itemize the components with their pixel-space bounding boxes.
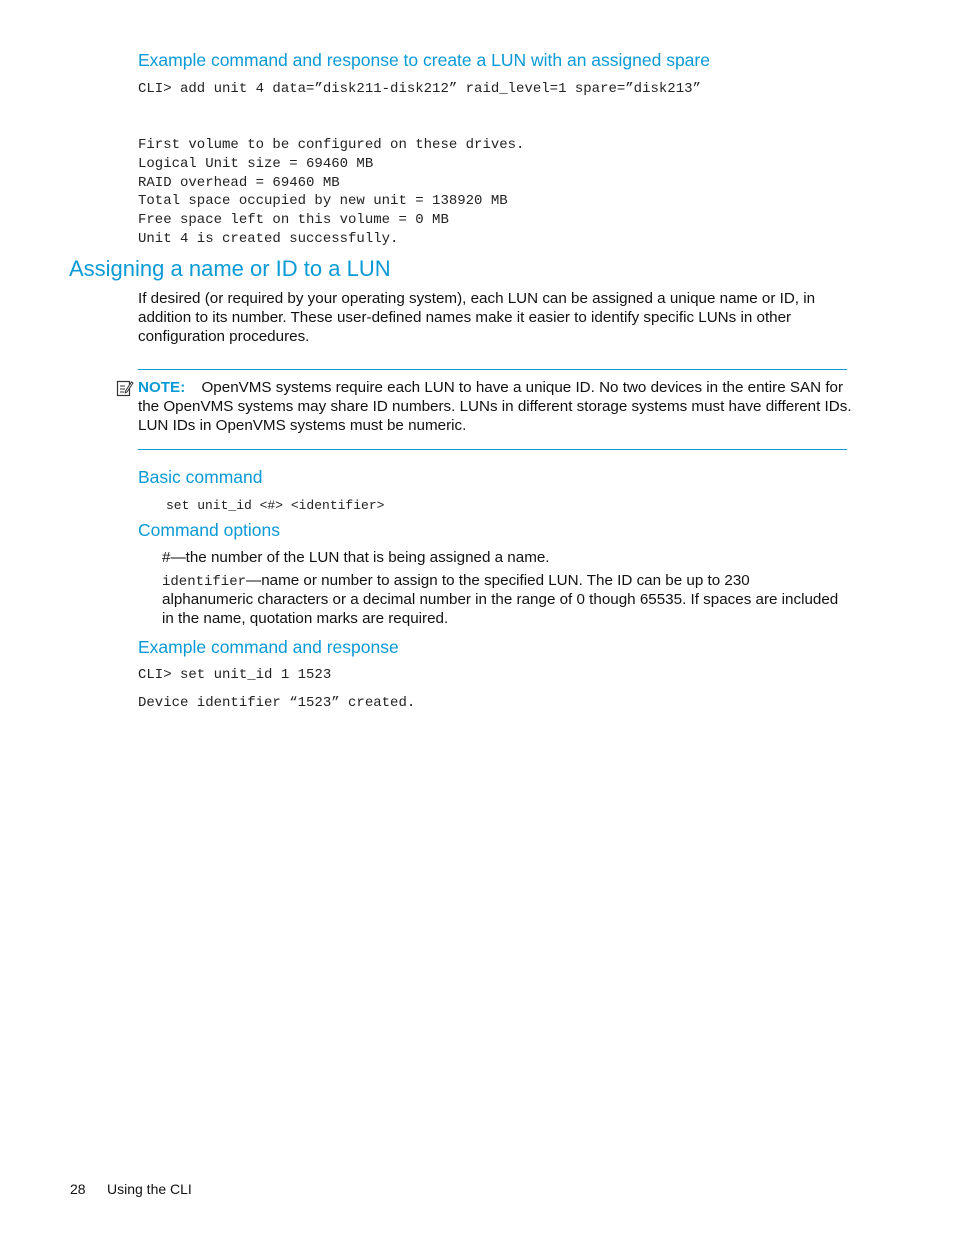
option-identifier-line-2: alphanumeric characters or a decimal number in the range of 0 though 65535. If spaces are included <box>162 591 839 608</box>
option-identifier-text-1: —name or number to assign to the specified LUN. The ID can be up to 230 <box>246 572 750 589</box>
note-line-1 <box>138 378 843 397</box>
note-bottom-rule <box>138 449 847 450</box>
example-response: Device identifier “1523” created. <box>138 695 416 711</box>
option-identifier-code: identifier <box>162 574 247 590</box>
note-line-3: LUN IDs in OpenVMS systems must be numeric. <box>138 417 467 434</box>
example-heading: Example command and response <box>138 637 399 657</box>
note-icon <box>116 379 134 402</box>
cli-command-add-unit: CLI> add unit 4 data=”disk211-disk212” raid_level=1 spare=”disk213” <box>138 81 701 97</box>
basic-command-heading: Basic command <box>138 467 263 487</box>
page-number: 28 <box>70 1181 86 1197</box>
chapter-title: Using the CLI <box>107 1181 192 1197</box>
intro-line-2: addition to its number. These user-defined names make it easier to identify specific LUNs in other <box>138 309 792 326</box>
response-line-1: First volume to be configured on these drives. <box>138 137 525 153</box>
section-title: Assigning a name or ID to a LUN <box>69 256 391 281</box>
example-command: CLI> set unit_id 1 1523 <box>138 667 332 683</box>
note-label: NOTE: <box>138 379 186 396</box>
command-options-heading: Command options <box>138 520 281 540</box>
basic-command-syntax: set unit_id <#> <identifier> <box>166 498 385 513</box>
response-line-5: Free space left on this volume = 0 MB <box>138 212 449 228</box>
response-line-6: Unit 4 is created successfully. <box>138 231 399 247</box>
example-heading-spare: Example command and response to create a LUN with an assigned spare <box>138 50 710 70</box>
response-line-4: Total space occupied by new unit = 138920 MB <box>138 193 508 209</box>
option-identifier-line-1 <box>162 571 750 592</box>
intro-line-1: If desired (or required by your operating system), each LUN can be assigned a unique name or ID, in <box>138 290 816 307</box>
response-line-3: RAID overhead = 69460 MB <box>138 175 340 191</box>
option-identifier-line-3: in the name, quotation marks are required. <box>162 610 449 627</box>
note-top-rule <box>138 369 847 370</box>
response-line-2: Logical Unit size = 69460 MB <box>138 156 374 172</box>
option-number: #—the number of the LUN that is being assigned a name. <box>162 549 550 566</box>
note-text-1: OpenVMS systems require each LUN to have a unique ID. No two devices in the entire SAN for <box>201 379 844 396</box>
intro-line-3: configuration procedures. <box>138 328 310 345</box>
note-line-2: the OpenVMS systems may share ID numbers. LUNs in different storage systems must have different IDs. <box>138 398 852 415</box>
